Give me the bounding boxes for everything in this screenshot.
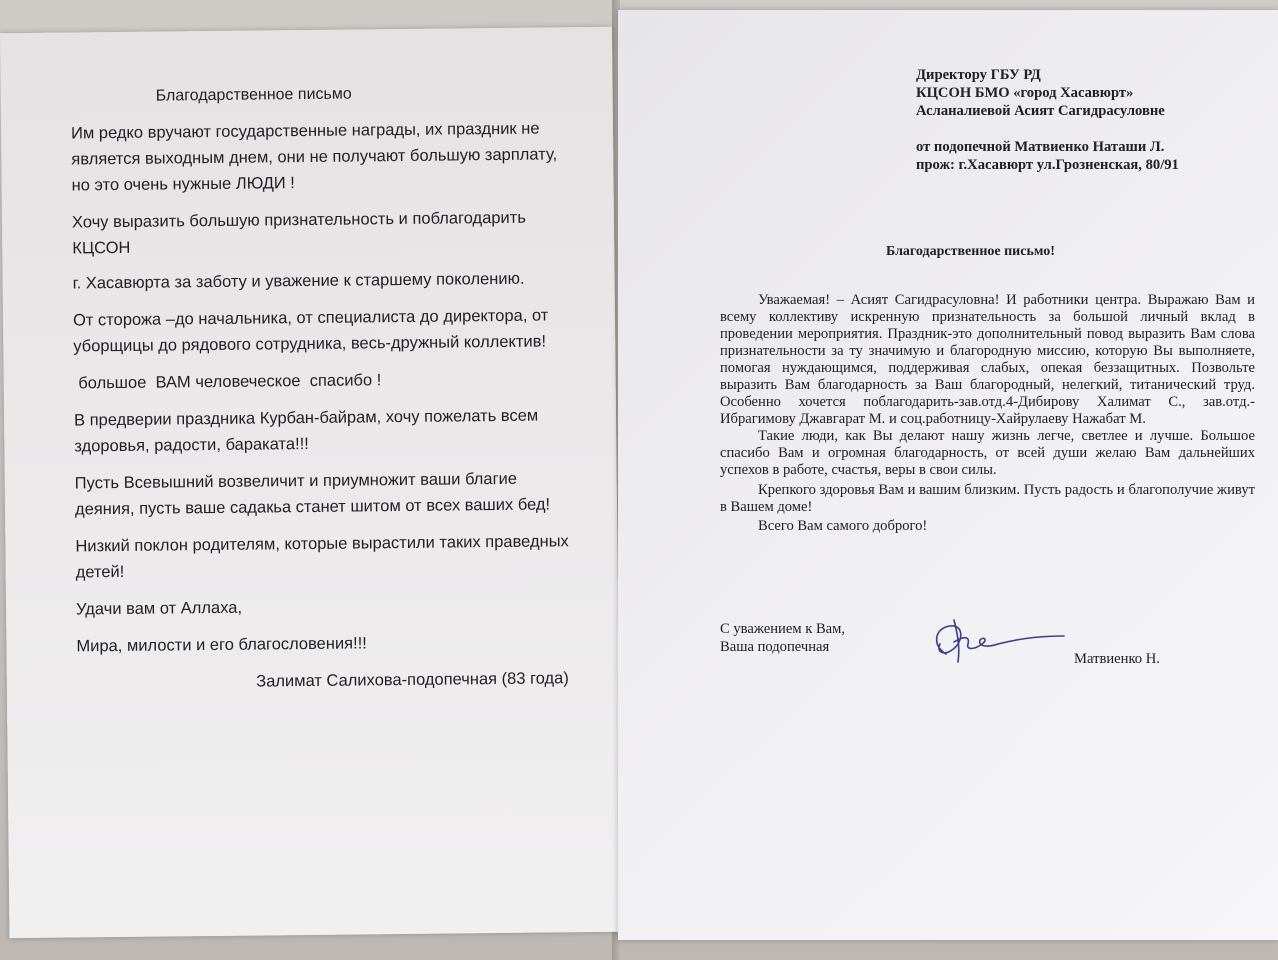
address-line: прож: г.Хасавюрт ул.Грозненская, 80/91 — [916, 157, 1179, 173]
right-letter-title: Благодарственное письмо! — [886, 244, 1055, 259]
signer-name: Матвиенко Н. — [1074, 651, 1160, 667]
left-paragraph: Мира, милости и его благословения!!! — [76, 634, 367, 656]
left-paragraph: Хочу выразить большую признательность и поблагодарить КЦСОН — [71, 208, 526, 258]
right-letter-sheet — [618, 10, 1278, 940]
right-paragraph: Крепкого здоровья Вам и вашим близким. Пусть радость и благополучие живут в Вашем доме! — [720, 482, 1255, 515]
left-letter-signature: Залимат Салихова-подопечная (83 года) — [256, 669, 569, 691]
right-letter-body — [720, 292, 1255, 535]
closing-line: Ваша подопечная — [720, 639, 830, 655]
right-paragraph: Всего Вам самого доброго! — [758, 518, 928, 534]
left-paragraph: г. Хасавюрта за заботу и уважение к старшему поколению. — [72, 269, 525, 293]
left-paragraph: От сторожа –до начальника, от специалиста до директора, от уборщицы до рядового сотрудника, весь-дружный коллектив! — [72, 306, 549, 356]
address-line: КЦСОН БМО «город Хасавюрт» — [916, 85, 1134, 101]
left-paragraph: Низкий поклон родителям, которые вырастили таких праведных детей! — [75, 532, 569, 582]
left-paragraph: большое ВАМ человеческое спасибо ! — [73, 371, 382, 393]
right-paragraph: Такие люди, как Вы делают нашу жизнь легче, светлее и лучше. Большое спасибо Вам и огромная благодарность, от всей души желаю Вам дальнейших успехов в работе, счастья, веры в свои силы. — [720, 428, 1255, 478]
address-line: Асланалиевой Асият Сагидрасуловне — [916, 103, 1165, 119]
left-paragraph: В предверии праздника Курбан-байрам, хочу пожелать всем здоровья, радости, бараката!!! — [73, 406, 539, 456]
closing-line: С уважением к Вам, — [720, 621, 846, 637]
left-letter-title: Благодарственное письмо — [155, 85, 352, 105]
right-paragraph: Уважаемая! – Асият Сагидрасуловна! И работники центра. Выражаю Вам и всему коллективу искренную признательность за большой личный вклад в проведении мероприятия. Праздник-это дополнительный повод выразить Вам слова признательности за ту значимую и благородную миссию, которую Вы выполняете, помогая нуждающимся, поддерживая слабых, опекая беззащитных. Позвольте выразить Вам благодарность за Ваш благородный, нелегкий, титанический труд. Особенно хочется поблагодарить-зав.отд.4-Дибирову Халимат С., зав.отд.-Ибрагимову Джавгарат М. и соц.работницу-Хайрулаеву Нажабат М. — [720, 292, 1255, 427]
recipient-address — [916, 66, 1179, 174]
left-letter-sheet — [0, 27, 621, 938]
closing-block — [720, 620, 845, 656]
left-paragraph: Им редко вручают государственные награды, их праздник не является выходным днем, они не получают большую зарплату, но это очень нужные ЛЮДИ ! — [70, 119, 558, 195]
left-paragraph: Удачи вам от Аллаха, — [75, 598, 243, 619]
address-line: Директору ГБУ РД — [916, 67, 1041, 83]
address-line: от подопечной Матвиенко Наташи Л. — [916, 139, 1165, 155]
handwritten-signature-icon — [924, 606, 1074, 676]
left-paragraph: Пусть Всевышний возвеличит и приумножит ваши благие деяния, пусть ваше садакьа станет шитом от всех ваших бед! — [74, 469, 551, 519]
